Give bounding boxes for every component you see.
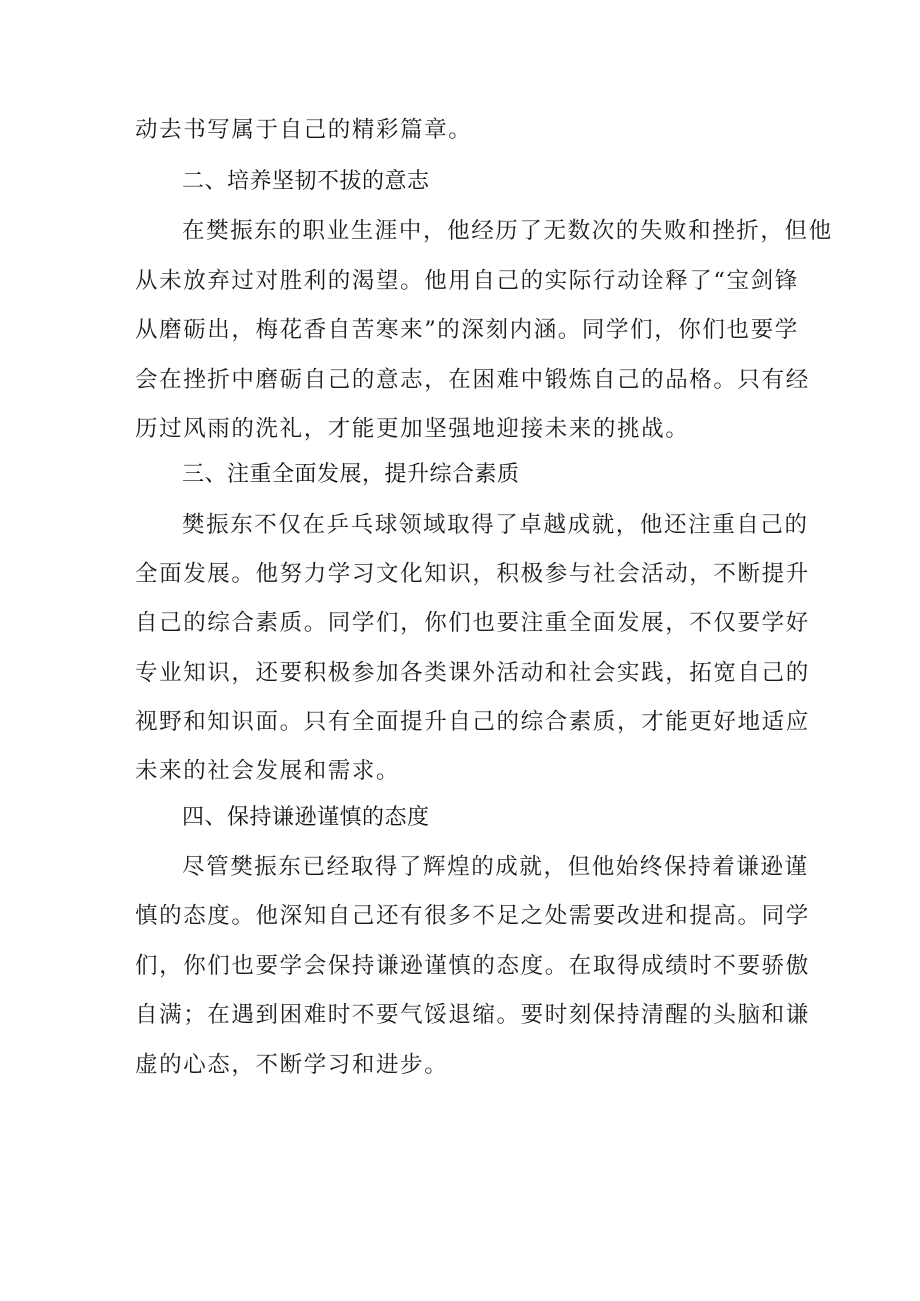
- paragraph-line: 尽管樊振东已经取得了辉煌的成就，但他始终保持着谦逊谨: [182, 854, 809, 880]
- section-heading: 三、注重全面发展，提升综合素质: [182, 462, 520, 487]
- paragraph-line: 未来的社会发展和需求。: [135, 758, 401, 784]
- paragraph-line: 们，你们也要学会保持谦逊谨慎的态度。在取得成绩时不要骄傲: [135, 953, 810, 979]
- paragraph-line: 慎的态度。他深知自己还有很多不足之处需要改进和提高。同学: [135, 903, 810, 929]
- paragraph-line: 专业知识，还要积极参加各类课外活动和社会实践，拓宽自己的: [135, 660, 810, 686]
- paragraph-line: 从未放弃过对胜利的渴望。他用自己的实际行动诠释了“宝剑锋: [135, 268, 799, 294]
- paragraph-line: 自己的综合素质。同学们，你们也要注重全面发展，不仅要学好: [135, 610, 810, 636]
- paragraph-line: 自满；在遇到困难时不要气馁退缩。要时刻保持清醒的头脑和谦: [135, 1002, 810, 1028]
- paragraph-line: 全面发展。他努力学习文化知识，积极参与社会活动，不断提升: [135, 561, 810, 587]
- paragraph-line: 会在挫折中磨砺自己的意志，在困难中锻炼自己的品格。只有经: [135, 367, 810, 393]
- paragraph-line: 从磨砺出，梅花香自苦寒来”的深刻内涵。同学们，你们也要学: [135, 317, 799, 343]
- paragraph-line: 历过风雨的洗礼，才能更加坚强地迎接未来的挑战。: [135, 416, 690, 442]
- paragraph-line: 虚的心态，不断学习和进步。: [135, 1052, 449, 1078]
- paragraph-line: 视野和知识面。只有全面提升自己的综合素质，才能更好地适应: [135, 709, 810, 735]
- section-heading: 四、保持谦逊谨慎的态度: [182, 805, 430, 830]
- paragraph-line: 樊振东不仅在乒乓球领域取得了卓越成就，他还注重自己的: [182, 512, 809, 538]
- paragraph-line: 在樊振东的职业生涯中，他经历了无数次的失败和挫折，但他: [182, 218, 833, 244]
- paragraph-line: 动去书写属于自己的精彩篇章。: [135, 117, 473, 143]
- section-heading: 二、培养坚韧不拔的意志: [182, 169, 430, 194]
